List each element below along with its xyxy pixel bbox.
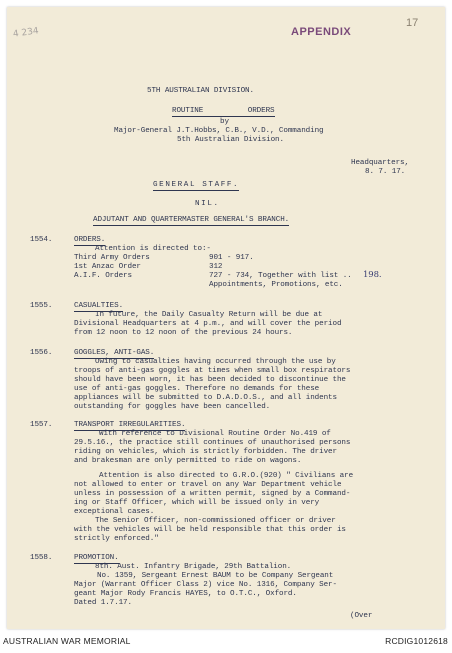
- order-line: riding on vehicles, which is strictly forbidden. The driver: [74, 448, 337, 456]
- order-line: geant Major Rody Francis HAYES, to O.T.C., Oxford.: [74, 590, 297, 598]
- order-line: not allowed to enter or travel on any War Department vehicle: [74, 481, 342, 489]
- order-date: 8. 7. 17.: [365, 168, 406, 176]
- order-number: 1556.: [30, 349, 53, 357]
- order-number: 1558.: [30, 554, 53, 562]
- order-line: appliances will be submitted to D.A.D.O.S., and all indents: [74, 394, 337, 402]
- order-value: 901 - 917.: [209, 254, 254, 262]
- order-line: 1st Anzac Order: [74, 263, 141, 271]
- order-line: outstanding for goggles have been cancelled.: [74, 403, 271, 411]
- order-number: 1554.: [30, 236, 53, 244]
- order-number: 1555.: [30, 302, 53, 310]
- order-line: The Senior Officer, non-commissioned officer or driver: [95, 517, 336, 525]
- order-line: should have been worn, it has been decided to discontinue the: [74, 376, 346, 384]
- order-line: Major (Warrant Officer Class 2) vice No. 1316, Company Ser-: [74, 581, 337, 589]
- division-title: 5TH AUSTRALIAN DIVISION.: [147, 87, 254, 95]
- order-line: from 12 noon to 12 noon of the previous 24 hours.: [74, 329, 293, 337]
- order-heading: PROMOTION.: [74, 554, 119, 562]
- order-line: troops of anti-gas goggles at times when small box respirators: [74, 367, 351, 375]
- order-value: Appointments, Promotions, etc.: [209, 281, 343, 289]
- pencil-reference: 4 234: [12, 26, 40, 40]
- order-line: exceptional cases.: [74, 508, 155, 516]
- order-line: Divisional Headquarters at 4 p.m., and will cover the period: [74, 320, 342, 328]
- order-line: In future, the Daily Casualty Return will be due at: [95, 311, 323, 319]
- appendix-stamp: APPENDIX: [291, 26, 352, 38]
- order-line: Third Army Orders: [74, 254, 150, 262]
- folio-number: 17: [406, 17, 419, 29]
- order-line: Owing to casualties having occurred through the use by: [95, 358, 336, 366]
- branch-heading: ADJUTANT AND QUARTERMASTER GENERAL'S BRANCH.: [93, 216, 290, 224]
- order-line: No. 1359, Sergeant Ernest BAUM to be Company Sergeant: [97, 572, 334, 580]
- order-line: 8th. Aust. Infantry Brigade, 29th Battalion.: [95, 563, 292, 571]
- order-line: ing or Staff Officer, which will be issued only in very: [74, 499, 320, 507]
- order-number: 1557.: [30, 421, 53, 429]
- order-line: strictly enforced.": [74, 535, 159, 543]
- order-line: unless in possession of a written permit, signed by a Command-: [74, 490, 351, 498]
- order-line: With reference to Divisional Routine Order No.419 of: [99, 430, 331, 438]
- footer-source: AUSTRALIAN WAR MEMORIAL: [3, 636, 131, 646]
- order-line: Dated 1.7.17.: [74, 599, 132, 607]
- by-line: by: [220, 118, 229, 126]
- order-line: and brakesman are only permitted to ride on wagons.: [74, 457, 302, 465]
- author-line-1: Major-General J.T.Hobbs, C.B., V.D., Commanding: [114, 127, 324, 135]
- order-line: use of anti-gas goggles. Therefore no demands for these: [74, 385, 320, 393]
- order-line: Attention is directed to:-: [95, 245, 211, 253]
- order-heading: TRANSPORT IRREGULARITIES.: [74, 421, 186, 429]
- author-line-2: 5th Australian Division.: [177, 136, 284, 144]
- footer-id: RCDIG1012618: [385, 636, 448, 646]
- order-heading: GOGGLES, ANTI-GAS.: [74, 349, 155, 357]
- order-value: 312: [209, 263, 223, 271]
- order-heading: CASUALTIES.: [74, 302, 124, 310]
- order-line: Attention is also directed to G.R.O.(920) " Civilians are: [99, 472, 354, 480]
- over-note: (Over: [350, 612, 373, 620]
- nil-text: NIL.: [195, 200, 220, 208]
- order-line: A.I.F. Orders: [74, 272, 132, 280]
- order-value: 727 - 734, Together with list ..: [209, 272, 352, 280]
- document-page: [7, 7, 445, 629]
- routine-orders-title: ROUTINE ORDERS: [172, 107, 275, 115]
- order-heading: ORDERS.: [74, 236, 106, 244]
- order-line: 29.5.16., the practice still continues of unauthorised persons: [74, 439, 351, 447]
- order-line: with the vehicles will be held responsible that this order is: [74, 526, 346, 534]
- general-staff-heading: GENERAL STAFF.: [153, 181, 240, 189]
- headquarters-label: Headquarters,: [351, 159, 409, 167]
- handwritten-annotation: 198.: [363, 270, 382, 280]
